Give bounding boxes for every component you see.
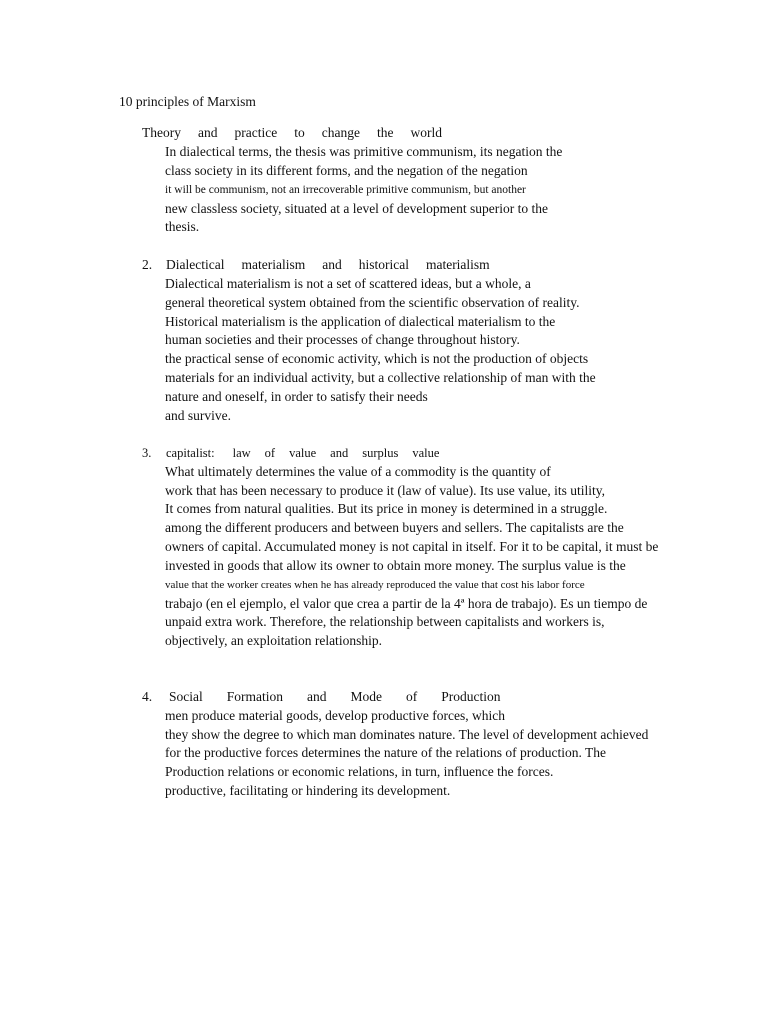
paragraph-line: productive, facilitating or hindering its development. bbox=[165, 783, 451, 798]
heading-word: of bbox=[406, 689, 418, 704]
paragraph-line: thesis. bbox=[165, 219, 200, 234]
paragraph-line: It comes from natural qualities. But its price in money is determined in a struggle. bbox=[165, 501, 608, 516]
paragraph-line: nature and oneself, in order to satisfy their needs bbox=[165, 389, 428, 404]
paragraph-line: In dialectical terms, the thesis was primitive communism, its negation the bbox=[165, 144, 563, 159]
paragraph-line: unpaid extra work. Therefore, the relationship between capitalists and workers is, bbox=[165, 614, 605, 629]
paragraph-line: among the different producers and between buyers and sellers. The capitalists are the bbox=[165, 520, 624, 535]
paragraph-line: value that the worker creates when he has already reproduced the value that cost his labor force bbox=[165, 579, 585, 591]
heading-word: law bbox=[232, 446, 251, 460]
heading-word: materialism bbox=[241, 257, 306, 272]
paragraph-line: materials for an individual activity, but a collective relationship of man with the bbox=[165, 370, 596, 385]
section-heading-4 bbox=[142, 689, 501, 705]
paragraph-line: Historical materialism is the application of dialectical materialism to the bbox=[165, 314, 556, 329]
paragraph-line: the practical sense of economic activity, which is not the production of objects bbox=[165, 351, 589, 366]
document-title: 10 principles of Marxism bbox=[119, 94, 256, 109]
heading-word: Formation bbox=[226, 689, 283, 704]
paragraph-line: men produce material goods, develop productive forces, which bbox=[165, 708, 506, 723]
paragraph-line: for the productive forces determines the nature of the relations of production. The bbox=[165, 745, 606, 760]
heading-word: and bbox=[322, 257, 342, 272]
paragraph-line: new classless society, situated at a level of development superior to the bbox=[165, 201, 549, 216]
section-heading-2 bbox=[142, 257, 490, 273]
section-number: 2. bbox=[142, 257, 153, 272]
section-heading-3 bbox=[142, 445, 439, 461]
paragraph-line: human societies and their processes of change throughout history. bbox=[165, 332, 520, 347]
heading-word: historical bbox=[358, 257, 409, 272]
heading-word: and bbox=[330, 446, 349, 460]
heading-word: Dialectical bbox=[166, 257, 225, 272]
heading-word: world bbox=[410, 125, 442, 140]
paragraph-line: Dialectical materialism is not a set of scattered ideas, but a whole, a bbox=[165, 276, 531, 291]
paragraph-line: general theoretical system obtained from the scientific observation of reality. bbox=[165, 295, 580, 310]
section-number: 3. bbox=[142, 446, 152, 460]
heading-word: Production bbox=[441, 689, 501, 704]
heading-word: Mode bbox=[350, 689, 382, 704]
paragraph-line: and survive. bbox=[165, 408, 231, 423]
heading-word: capitalist: bbox=[166, 446, 215, 460]
heading-word: practice bbox=[234, 125, 278, 140]
paragraph-line: class society in its different forms, and the negation of the negation bbox=[165, 163, 528, 178]
section-number: 4. bbox=[142, 689, 153, 704]
heading-word: materialism bbox=[425, 257, 490, 272]
paragraph-line: objectively, an exploitation relationship. bbox=[165, 633, 382, 648]
paragraph-line: trabajo (en el ejemplo, el valor que crea a partir de la 4ª hora de trabajo). Es un tiempo de bbox=[165, 596, 648, 611]
heading-word: to bbox=[294, 125, 305, 140]
heading-word: the bbox=[376, 125, 394, 140]
paragraph-line: they show the degree to which man dominates nature. The level of development achieved bbox=[165, 727, 649, 742]
paragraph-line: work that has been necessary to produce it (law of value). Its use value, its utility, bbox=[165, 483, 605, 498]
paragraph-line: invested in goods that allow its owner to obtain more money. The surplus value is the bbox=[165, 558, 626, 573]
heading-word: and bbox=[307, 689, 327, 704]
heading-word: change bbox=[321, 125, 360, 140]
heading-word: Theory bbox=[142, 125, 181, 140]
heading-word: and bbox=[197, 125, 218, 140]
paragraph-line: it will be communism, not an irrecoverable primitive communism, but another bbox=[165, 184, 526, 196]
paragraph-line: owners of capital. Accumulated money is not capital in itself. For it to be capital, it must be bbox=[165, 539, 659, 554]
heading-word: of bbox=[264, 446, 276, 460]
section-heading-1 bbox=[142, 125, 442, 141]
heading-word: Social bbox=[169, 689, 203, 704]
paragraph-line: Production relations or economic relations, in turn, influence the forces. bbox=[165, 764, 554, 779]
heading-word: value bbox=[412, 446, 440, 460]
heading-word: surplus bbox=[362, 446, 399, 460]
paragraph-line: What ultimately determines the value of a commodity is the quantity of bbox=[165, 464, 551, 479]
heading-word: value bbox=[289, 446, 317, 460]
